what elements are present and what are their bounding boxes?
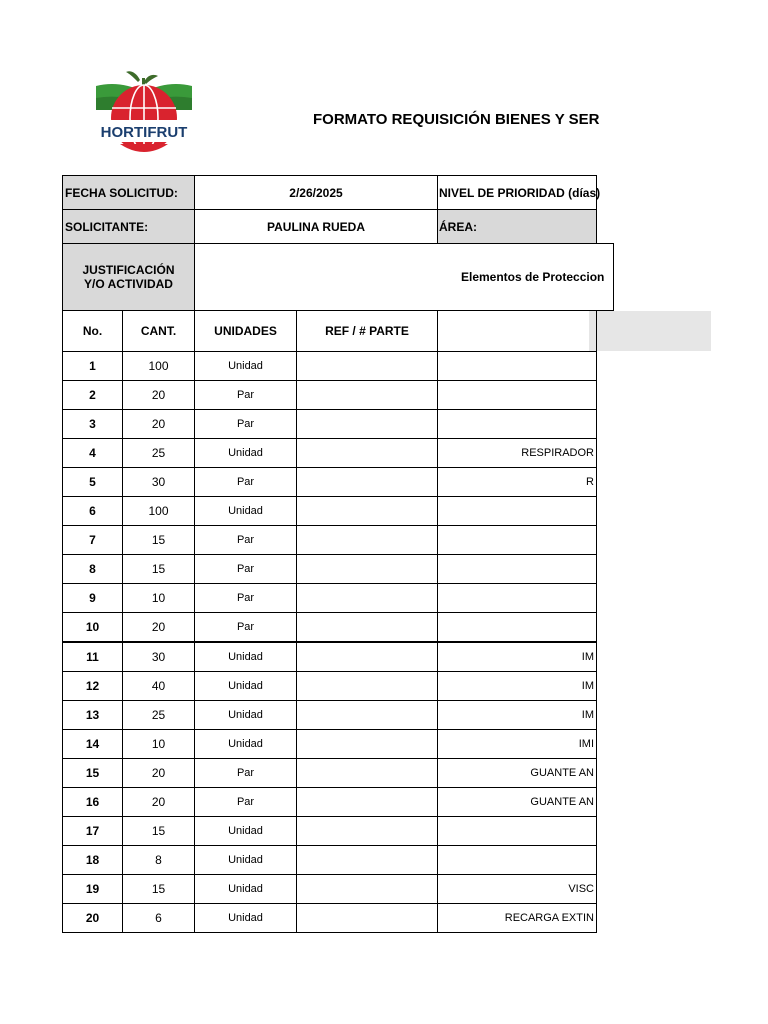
cell-unidad[interactable]: Unidad (194, 903, 297, 933)
cell-unidad[interactable]: Par (194, 612, 297, 642)
col-header-unidades: UNIDADES (194, 310, 297, 352)
cell-cant[interactable]: 20 (122, 612, 195, 642)
cell-ref[interactable] (296, 758, 438, 788)
cell-cant[interactable]: 15 (122, 874, 195, 904)
logo-text: HORTIFRUT (100, 124, 188, 141)
cell-cant[interactable]: 40 (122, 671, 195, 701)
cell-cant[interactable]: 20 (122, 758, 195, 788)
cell-cant[interactable]: 10 (122, 729, 195, 759)
cell-no[interactable]: 12 (62, 671, 123, 701)
hortifrut-logo (92, 68, 196, 158)
cell-ref[interactable] (296, 380, 438, 410)
cell-unidad[interactable]: Unidad (194, 816, 297, 846)
cell-ref[interactable] (296, 467, 438, 497)
cell-descripcion[interactable] (437, 351, 597, 381)
cell-ref[interactable] (296, 642, 438, 672)
cell-no[interactable]: 3 (62, 409, 123, 439)
cell-unidad[interactable]: Par (194, 525, 297, 555)
cell-cant[interactable]: 10 (122, 583, 195, 613)
cell-no[interactable]: 11 (62, 642, 123, 672)
cell-unidad[interactable]: Par (194, 583, 297, 613)
cell-unidad[interactable]: Unidad (194, 729, 297, 759)
cell-descripcion[interactable] (437, 612, 597, 642)
cell-ref[interactable] (296, 409, 438, 439)
cell-cant[interactable]: 8 (122, 845, 195, 875)
cell-descripcion[interactable] (437, 380, 597, 410)
cell-no[interactable]: 17 (62, 816, 123, 846)
cell-no[interactable]: 10 (62, 612, 123, 642)
cell-unidad[interactable]: Unidad (194, 438, 297, 468)
fecha-label: FECHA SOLICITUD: (62, 175, 195, 210)
cell-ref[interactable] (296, 845, 438, 875)
cell-unidad[interactable]: Par (194, 467, 297, 497)
cell-unidad[interactable]: Par (194, 554, 297, 584)
cell-descripcion[interactable]: IMI (437, 729, 597, 759)
cell-unidad[interactable]: Unidad (194, 496, 297, 526)
cell-cant[interactable]: 25 (122, 700, 195, 730)
cell-descripcion[interactable] (437, 525, 597, 555)
cell-unidad[interactable]: Unidad (194, 642, 297, 672)
cell-no[interactable]: 7 (62, 525, 123, 555)
cell-ref[interactable] (296, 496, 438, 526)
cell-ref[interactable] (296, 525, 438, 555)
cell-no[interactable]: 1 (62, 351, 123, 381)
cell-ref[interactable] (296, 787, 438, 817)
cell-descripcion[interactable] (437, 583, 597, 613)
cell-no[interactable]: 18 (62, 845, 123, 875)
cell-unidad[interactable]: Par (194, 409, 297, 439)
cell-cant[interactable]: 100 (122, 496, 195, 526)
col-header-descripcion (437, 310, 597, 352)
cell-no[interactable]: 15 (62, 758, 123, 788)
cell-descripcion[interactable]: GUANTE AN (437, 787, 597, 817)
cell-cant[interactable]: 100 (122, 351, 195, 381)
solicitante-label: SOLICITANTE: (62, 209, 195, 244)
cell-ref[interactable] (296, 816, 438, 846)
cell-descripcion[interactable] (437, 409, 597, 439)
cell-no[interactable]: 19 (62, 874, 123, 904)
cell-unidad[interactable]: Unidad (194, 845, 297, 875)
cell-ref[interactable] (296, 903, 438, 933)
justificacion-label: JUSTIFICACIÓN Y/O ACTIVIDAD (62, 243, 195, 311)
cell-descripcion[interactable]: RESPIRADOR (437, 438, 597, 468)
cell-no[interactable]: 6 (62, 496, 123, 526)
cell-descripcion[interactable] (437, 496, 597, 526)
cell-unidad[interactable]: Unidad (194, 351, 297, 381)
cell-no[interactable]: 20 (62, 903, 123, 933)
cell-descripcion[interactable]: RECARGA EXTIN (437, 903, 597, 933)
col-header-cant: CANT. (122, 310, 195, 352)
cell-unidad[interactable]: Unidad (194, 700, 297, 730)
cell-unidad[interactable]: Par (194, 787, 297, 817)
cell-cant[interactable]: 15 (122, 554, 195, 584)
cell-no[interactable]: 5 (62, 467, 123, 497)
cell-ref[interactable] (296, 700, 438, 730)
cell-no[interactable]: 2 (62, 380, 123, 410)
cell-ref[interactable] (296, 671, 438, 701)
cell-descripcion[interactable]: IM (437, 642, 597, 672)
prioridad-label: NIVEL DE PRIORIDAD (días) (437, 175, 597, 210)
document-title: FORMATO REQUISICIÓN BIENES Y SER (313, 111, 600, 128)
cell-cant[interactable]: 20 (122, 380, 195, 410)
area-label: ÁREA: (437, 209, 597, 244)
cell-cant[interactable]: 30 (122, 642, 195, 672)
cell-no[interactable]: 4 (62, 438, 123, 468)
cell-descripcion[interactable]: R (437, 467, 597, 497)
header-overflow-strip (589, 311, 711, 351)
solicitante-value[interactable]: PAULINA RUEDA (194, 209, 438, 244)
cell-descripcion[interactable]: IM (437, 700, 597, 730)
cell-cant[interactable]: 20 (122, 787, 195, 817)
col-header-ref: REF / # PARTE (296, 310, 438, 352)
cell-cant[interactable]: 15 (122, 525, 195, 555)
cell-descripcion[interactable]: VISC (437, 874, 597, 904)
justificacion-value[interactable]: Elementos de Proteccion (194, 243, 614, 311)
col-header-no: No. (62, 310, 123, 352)
fecha-value[interactable]: 2/26/2025 (194, 175, 438, 210)
form-table (62, 175, 605, 935)
cell-descripcion[interactable] (437, 816, 597, 846)
cell-descripcion[interactable] (437, 845, 597, 875)
cell-cant[interactable]: 6 (122, 903, 195, 933)
cell-unidad[interactable]: Par (194, 758, 297, 788)
cell-ref[interactable] (296, 351, 438, 381)
cell-ref[interactable] (296, 729, 438, 759)
cell-unidad[interactable]: Unidad (194, 874, 297, 904)
cell-descripcion[interactable] (437, 554, 597, 584)
cell-ref[interactable] (296, 612, 438, 642)
cell-ref[interactable] (296, 874, 438, 904)
cell-cant[interactable]: 25 (122, 438, 195, 468)
cell-descripcion[interactable]: GUANTE AN (437, 758, 597, 788)
cell-cant[interactable]: 20 (122, 409, 195, 439)
cell-descripcion[interactable]: IM (437, 671, 597, 701)
cell-no[interactable]: 14 (62, 729, 123, 759)
cell-no[interactable]: 8 (62, 554, 123, 584)
cell-cant[interactable]: 30 (122, 467, 195, 497)
cell-ref[interactable] (296, 554, 438, 584)
cell-no[interactable]: 13 (62, 700, 123, 730)
cell-ref[interactable] (296, 583, 438, 613)
cell-unidad[interactable]: Unidad (194, 671, 297, 701)
cell-no[interactable]: 16 (62, 787, 123, 817)
cell-unidad[interactable]: Par (194, 380, 297, 410)
cell-ref[interactable] (296, 438, 438, 468)
cell-cant[interactable]: 15 (122, 816, 195, 846)
cell-no[interactable]: 9 (62, 583, 123, 613)
